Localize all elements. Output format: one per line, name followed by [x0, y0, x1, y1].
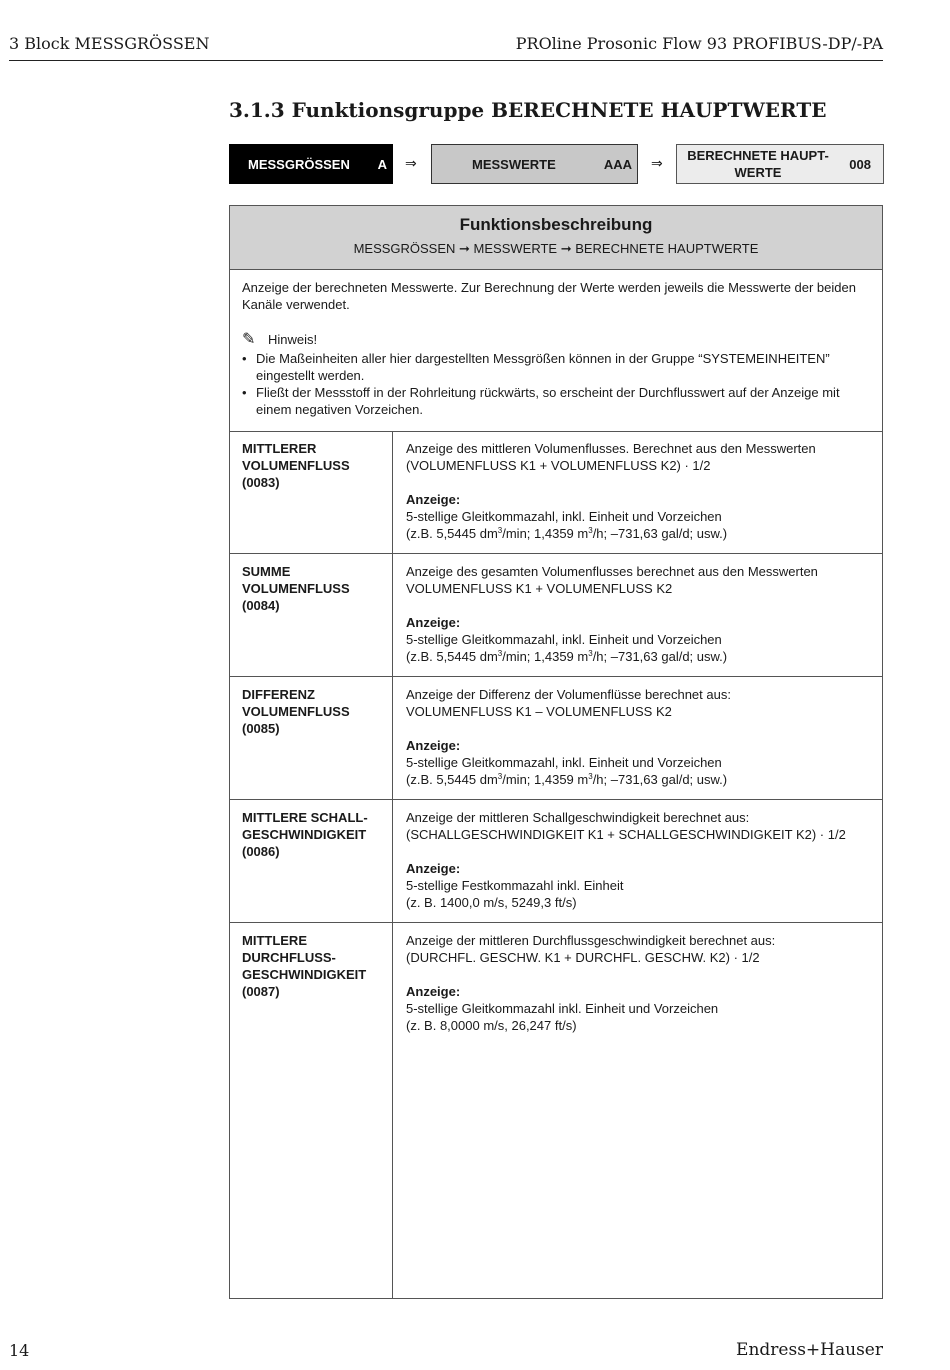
note: [242, 331, 317, 348]
list-item: • Fließt der Messstoff in der Rohrleitung rückwärts, so erscheint der Durchflusswert auf der Anzeige mit einem negativen Vorzeichen.: [242, 384, 878, 418]
function-name-line: VOLUMENFLUSS: [242, 581, 350, 596]
function-description: [394, 800, 874, 911]
nav-arrow-icon: ⇒: [405, 155, 417, 171]
display-label: Anzeige:: [406, 984, 461, 999]
formula: VOLUMENFLUSS K1 + VOLUMENFLUSS K2: [406, 581, 673, 596]
nav-function-label: BERECHNETE HAUPT-WERTE: [687, 148, 829, 180]
description-line: Anzeige der Differenz der Volumenflüsse berechnet aus:: [406, 687, 731, 702]
function-description: [394, 923, 874, 1034]
function-name-line: SUMME: [242, 564, 291, 579]
display-label: Anzeige:: [406, 615, 461, 630]
function-code: (0084): [242, 598, 280, 613]
display-label: Anzeige:: [406, 861, 461, 876]
function-name-line: MITTLERE SCHALL-: [242, 810, 368, 825]
display-example: (z.B. 5,5445 $dm^3/\min$; 1,4359 $m^3/h$; –731,63 gal/d; usw.): [406, 526, 728, 541]
note-label: Hinweis!: [268, 332, 318, 347]
formula: VOLUMENFLUSS K1 – VOLUMENFLUSS K2: [406, 704, 672, 719]
function-description: [394, 431, 874, 542]
description-line: Anzeige der mittleren Schallgeschwindigkeit berechnet aus:: [406, 810, 750, 825]
section-title: 3.1.3 Funktionsgruppe BERECHNETE HAUPTWERTE: [229, 98, 827, 122]
table-row-0086: [230, 800, 882, 923]
display-format: 5-stellige Gleitkommazahl, inkl. Einheit und Vorzeichen: [406, 632, 722, 647]
function-name-line: MITTLERER: [242, 441, 317, 456]
function-name: [230, 554, 393, 676]
formula: (VOLUMENFLUSS K1 + VOLUMENFLUSS K2) · 1/2: [406, 458, 711, 473]
note-list: [242, 350, 878, 418]
function-name: [230, 923, 393, 1298]
table-row-0083: [230, 431, 882, 554]
intro-section: [230, 269, 882, 432]
function-name-line: MITTLERE: [242, 933, 307, 948]
nav-block-code: A: [377, 156, 387, 172]
formula: (SCHALLGESCHWINDIGKEIT K1 + SCHALLGESCHWINDIGKEIT K2) · 1/2: [406, 827, 846, 842]
page-number: 14: [9, 1341, 30, 1360]
page-header: [9, 30, 883, 61]
function-name-line: VOLUMENFLUSS: [242, 458, 350, 473]
function-name-line: DURCHFLUSS-: [242, 950, 336, 965]
nav-function-code: 008: [849, 156, 871, 172]
display-example: (z.B. 5,5445 $dm^3/\min$; 1,4359 $m^3/h$; –731,63 gal/d; usw.): [406, 772, 728, 787]
display-format: 5-stellige Gleitkommazahl, inkl. Einheit und Vorzeichen: [406, 509, 722, 524]
function-name-line: VOLUMENFLUSS: [242, 704, 350, 719]
table-row-0084: [230, 554, 882, 677]
nav-block-messgroessen: [229, 144, 393, 184]
nav-block-label: MESSGRÖSSEN: [248, 156, 350, 172]
product-name: PROline Prosonic Flow 93 PROFIBUS-DP/-PA: [515, 34, 883, 53]
nav-group-code: AAA: [603, 156, 632, 172]
chapter-heading: 3 Block MESSGRÖSSEN: [9, 34, 210, 53]
display-format: 5-stellige Gleitkommazahl, inkl. Einheit und Vorzeichen: [406, 755, 722, 770]
function-name: [230, 431, 393, 553]
function-description-table: [229, 205, 883, 1299]
nav-group-label: MESSWERTE: [472, 156, 556, 172]
menu-path: MESSGRÖSSEN ➞ MESSWERTE ➞ BERECHNETE HAUPTWERTE: [353, 241, 759, 256]
function-name-line: GESCHWINDIGKEIT: [242, 967, 367, 982]
formula: (DURCHFL. GESCHW. K1 + DURCHFL. GESCHW. K2) · 1/2: [406, 950, 760, 965]
brand-logo: Endress+Hauser: [736, 1340, 883, 1360]
function-code: (0086): [242, 844, 280, 859]
display-label: Anzeige:: [406, 492, 461, 507]
nav-arrow-icon: ⇒: [651, 155, 663, 171]
function-code: (0085): [242, 721, 280, 736]
function-name-line: DIFFERENZ: [242, 687, 315, 702]
table-row-0087: [230, 923, 882, 1298]
function-description: [394, 554, 874, 665]
function-name: [230, 800, 393, 922]
function-code: (0083): [242, 475, 280, 490]
display-example: (z. B. 1400,0 m/s, 5249,3 ft/s): [406, 895, 577, 910]
intro-text: Anzeige der berechneten Messwerte. Zur Berechnung der Werte werden jeweils die Messwerte der beiden Kanäle verwendet.: [242, 280, 856, 312]
display-example: (z. B. 8,0000 m/s, 26,247 ft/s): [406, 1018, 577, 1033]
nav-function-group: [676, 144, 884, 184]
display-example: (z.B. 5,5445 $dm^3/\min$; 1,4359 $m^3/h$; –731,63 gal/d; usw.): [406, 649, 728, 664]
function-name-line: GESCHWINDIGKEIT: [242, 827, 367, 842]
table-header: [230, 206, 882, 270]
pencil-note-icon: ✎: [242, 331, 256, 348]
description-line: Anzeige des mittleren Volumenflusses. Berechnet aus den Messwerten: [406, 441, 816, 456]
table-heading: Funktionsbeschreibung: [459, 215, 653, 234]
table-row-0085: [230, 677, 882, 800]
display-label: Anzeige:: [406, 738, 461, 753]
nav-group-messwerte: [431, 144, 638, 184]
list-item: • Die Maßeinheiten aller hier dargestellten Messgrößen können in der Gruppe “SYSTEMEINHEITEN” eingestellt werden.: [242, 350, 878, 384]
description-line: Anzeige der mittleren Durchflussgeschwindigkeit berechnet aus:: [406, 933, 776, 948]
function-description: [394, 677, 874, 788]
function-code: (0087): [242, 984, 280, 999]
display-format: 5-stellige Gleitkommazahl inkl. Einheit und Vorzeichen: [406, 1001, 719, 1016]
display-format: 5-stellige Festkommazahl inkl. Einheit: [406, 878, 624, 893]
description-line: Anzeige des gesamten Volumenflusses berechnet aus den Messwerten: [406, 564, 818, 579]
function-name: [230, 677, 393, 799]
